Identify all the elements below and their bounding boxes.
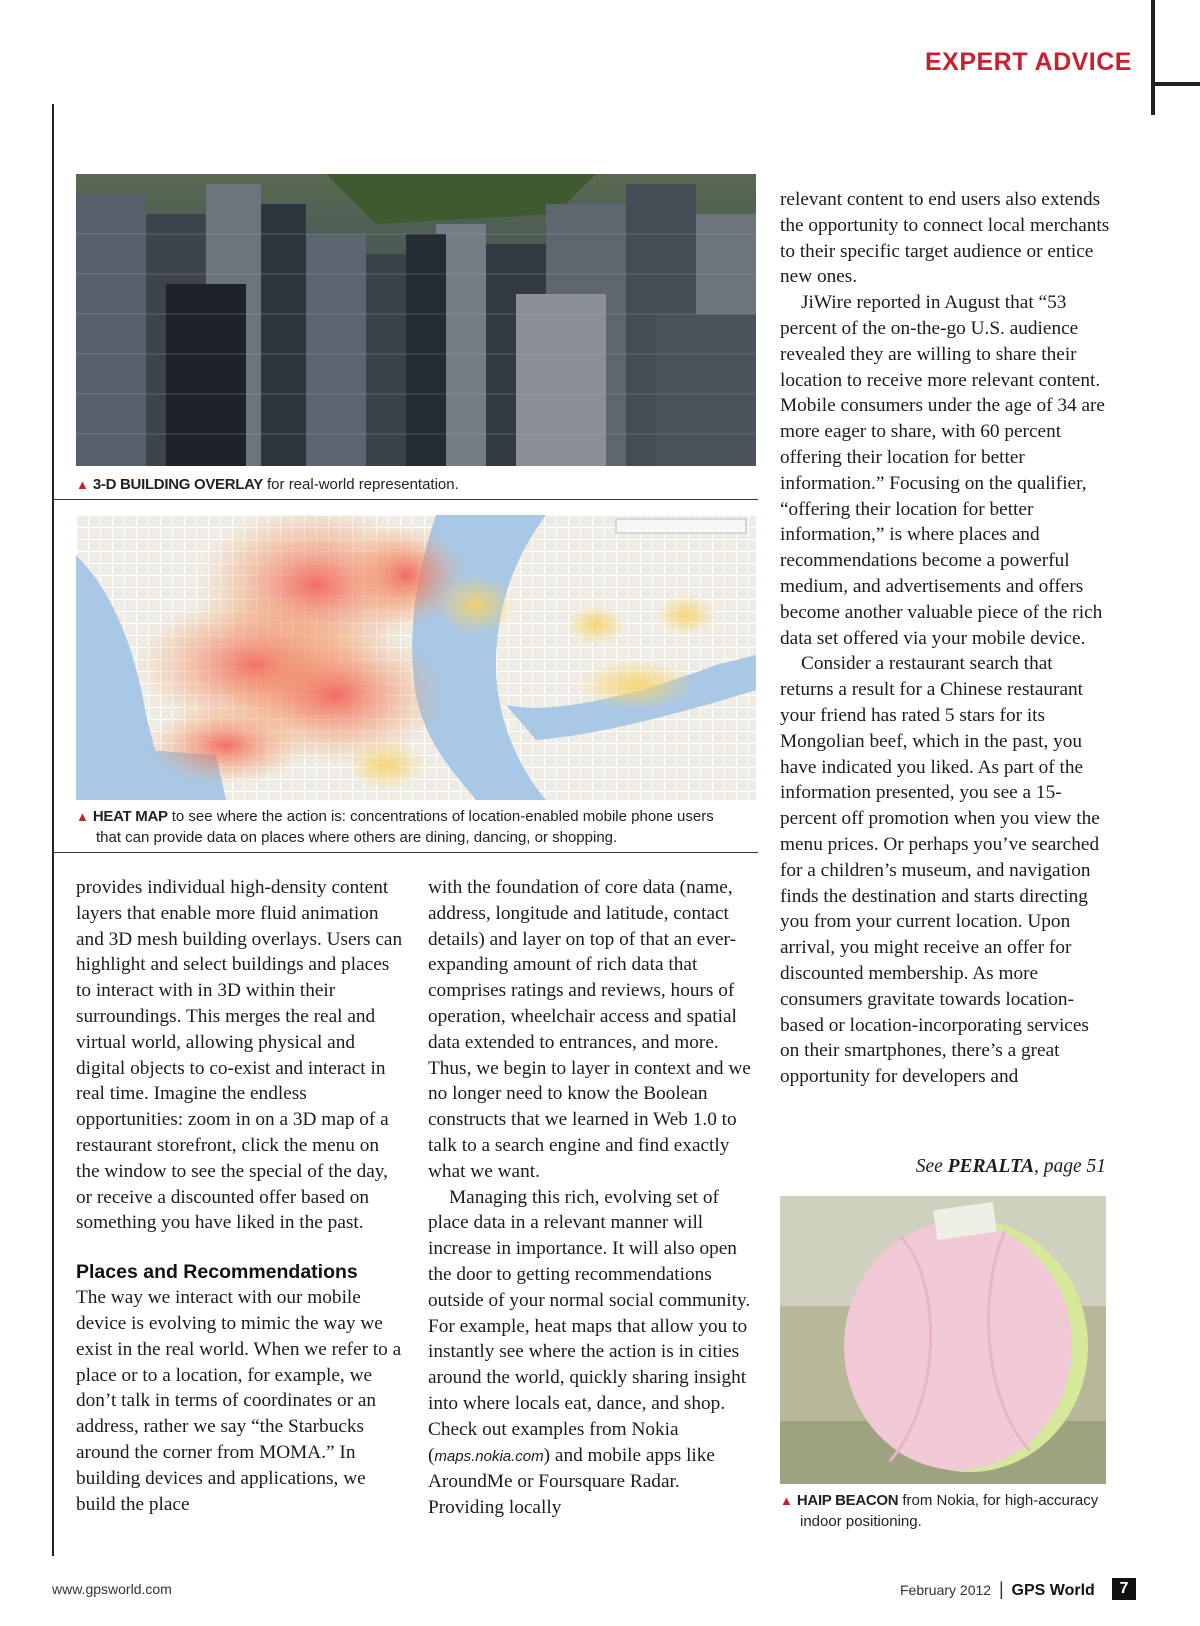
header-rule-vertical xyxy=(1151,0,1155,115)
footer-date: February 2012 xyxy=(900,1582,992,1598)
body-column-1 xyxy=(76,875,404,1517)
page-rule-left xyxy=(52,104,54,1556)
paragraph: The way we interact with our mobile device is evolving to mimic the way we exist in the real world. When we refer to a place or to a location, for example, we don’t talk in terms of coordinates or an address, rather we say “the Starbucks around the corner from MOMA.” In building devices and applications, we build the place xyxy=(76,1287,402,1515)
haip-beacon-image xyxy=(780,1196,1106,1484)
paragraph: Consider a restaurant search that returns a result for a Chinese restaurant your friend has rated 5 stars for its Mongolian beef, which in the past, you have indicated you liked. As part of the information presented, you see a 15-percent off promotion when you view the menu prices. Or perhaps you’ve searched for a children’s museum, and navigation finds the destination and starts directing you from your current location. Upon arrival, you might receive an offer for discounted membership. As more consumers gravitate towards location-based or location-incorporating services on their smartphones, there’s a great opportunity for developers and xyxy=(780,653,1100,1088)
paragraph: provides individual high-density content layers that enable more fluid animation and 3D mesh building overlays. Users can highlight and select buildings and places to interact with in 3D within their surroundings. This merges the real and virtual world, allowing physical and digital objects to co-exist and interact in real time. Imagine the endless opportunities: zoom in on a 3D map of a restaurant storefront, click the menu on the window to see the special of the day, or receive a discounted offer based on something you have liked in the past. xyxy=(76,877,403,1234)
paragraph: relevant content to end users also extends the opportunity to connect local merchants to their specific target audience or entice new ones. xyxy=(780,189,1110,288)
footer-url: www.gpsworld.com xyxy=(52,1581,172,1597)
figure-caption-heatmap: ▲ HEAT MAP to see where the action is: concentrations of location-enabled mobile phone users that can provide data on places where others are dining, dancing, or shopping. xyxy=(76,808,714,846)
inline-url: maps.nokia.com xyxy=(434,1447,544,1465)
paragraph: Managing this rich, evolving set of place data in a relevant manner will increase in importance. It will also open the door to getting recommendations outside of your normal social community. For example, heat maps that allow you to instantly see where the action is in cities around the world, quickly sharing insight into where locals eat, dance, and shop. Check out examples from Nokia (maps.nokia.com) and mobile apps like AroundMe or Foursquare Radar. Providing locally xyxy=(428,1186,751,1519)
header-rule-horizontal xyxy=(1151,82,1200,86)
footer-separator: | xyxy=(998,1579,1004,1599)
caption-triangle-icon: ▲ xyxy=(76,809,89,824)
body-column-2 xyxy=(428,875,758,1521)
footer-magazine: GPS World xyxy=(1011,1582,1095,1599)
heat-map-image xyxy=(76,515,756,800)
building-overlay-image xyxy=(76,174,756,466)
figure-caption-buildings: ▲ 3-D BUILDING OVERLAY for real-world representation. xyxy=(76,476,459,493)
figure-divider xyxy=(54,499,758,500)
continued-reference: See PERALTA, page 51 xyxy=(915,1156,1106,1177)
footer-issue xyxy=(900,1579,1095,1600)
page-number: 7 xyxy=(1112,1578,1136,1600)
paragraph: JiWire reported in August that “53 percent of the on-the-go U.S. audience revealed they are willing to share their location to receive more relevant content. Mobile consumers under the age of 34 are more eager to share, with 60 percent offering their location for better information.” Focusing on the qualifier, “offering their location for better information,” is where places and recommendations become a powerful medium, and advertisements and offers become another valuable piece of the rich data set offered via your mobile device. xyxy=(780,292,1105,649)
caption-triangle-icon: ▲ xyxy=(76,477,89,492)
figure-caption-beacon: ▲ HAIP BEACON from Nokia, for high-accuracy indoor positioning. xyxy=(780,1492,1099,1530)
figure-divider xyxy=(54,852,758,853)
section-label: EXPERT ADVICE xyxy=(924,48,1132,76)
caption-triangle-icon: ▲ xyxy=(780,1493,793,1508)
paragraph: with the foundation of core data (name, address, longitude and latitude, contact details) and layer on top of that an ever-expanding amount of rich data that comprises ratings and reviews, hours of operation, wheelchair access and spatial data extended to entrances, and more. Thus, we begin to layer in context and we no longer need to know the Boolean constructs that we learned in Web 1.0 to talk to a search engine and find exactly what we want. xyxy=(428,877,751,1182)
body-column-3 xyxy=(780,187,1110,1090)
subheading: Places and Recommendations xyxy=(76,1261,358,1284)
